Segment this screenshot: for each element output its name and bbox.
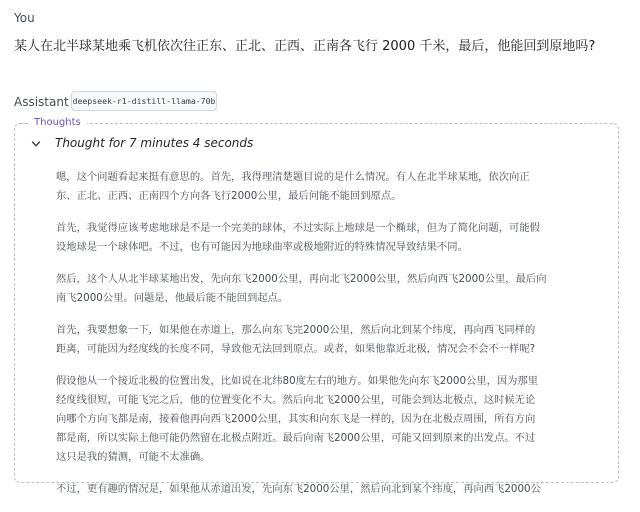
thought-line: 距离，可能因为经度线的长度不同，导致他无法回到原点。或者，如果他靠近北极，情况会不会不一样呢? xyxy=(56,343,536,355)
thought-line: 南飞2000公里。问题是，他最后能不能回到起点。 xyxy=(56,292,289,304)
model-badge: deepseek-r1-distill-llama-70b xyxy=(71,91,217,111)
thought-line: 这只是我的猜测，可能不太准确。 xyxy=(56,451,211,463)
thought-paragraph xyxy=(56,372,604,467)
thought-duration-toggle[interactable]: Thought for 7 minutes 4 seconds xyxy=(55,136,254,150)
thought-paragraph xyxy=(56,219,604,257)
thought-line: 东、正北、正西、正南四个方向各飞行2000公里，最后问能不能回到原点。 xyxy=(56,190,402,202)
thought-line: 设地球是一个球体吧。不过，也有可能因为地球曲率或极地附近的特殊情况导致结果不同。 xyxy=(56,241,468,253)
thoughts-content xyxy=(56,168,604,512)
thought-line: 然后，这个人从北半球某地出发，先向东飞2000公里，再向北飞2000公里，然后向西飞2000公里，最后向 xyxy=(56,273,547,285)
thought-paragraph xyxy=(56,168,604,206)
thought-line: 假设他从一个接近北极的位置出发，比如说在北纬80度左右的地方。如果他先向东飞2000公里，因为那里 xyxy=(56,375,539,387)
thought-paragraph xyxy=(56,270,604,308)
thought-line: 向哪个方向飞都是南，接着他再向西飞2000公里，其实和向东飞是一样的，因为在北极点周围，所有方向 xyxy=(56,413,536,425)
thought-paragraph xyxy=(56,321,604,359)
thought-paragraph xyxy=(56,480,604,499)
assistant-label: Assistant xyxy=(14,95,69,109)
thought-line: 经度线很短，可能飞完之后，他的位置变化不大。然后向北飞2000公里，可能会到达北极点，这时候无论 xyxy=(56,394,536,406)
thoughts-legend: Thoughts xyxy=(28,117,87,129)
user-label: You xyxy=(14,11,35,25)
chevron-down-icon[interactable] xyxy=(31,139,41,149)
user-message: 某人在北半球某地乘飞机依次往正东、正北、正西、正南各飞行 2000 千米，最后，他能回到原地吗? xyxy=(14,39,596,54)
thought-line: 首先，我要想象一下，如果他在赤道上，那么向东飞完2000公里，然后向北到某个纬度，再向西飞同样的 xyxy=(56,324,536,336)
thought-line: 首先，我觉得应该考虑地球是不是一个完美的球体，不过实际上地球是一个椭球，但为了简化问题，可能假 xyxy=(56,222,540,234)
thought-line: 都是南，所以实际上他可能仍然留在北极点附近。最后向南飞2000公里，可能又回到原来的出发点。不过 xyxy=(56,432,536,444)
thought-line: 不过，更有趣的情况是，如果他从赤道出发，先向东飞2000公里，然后向北到某个纬度，再向西飞2000公 xyxy=(56,483,541,495)
thought-line: 嗯，这个问题看起来挺有意思的。首先，我得理清楚题目说的是什么情况。有人在北半球某地，依次向正 xyxy=(56,171,530,183)
